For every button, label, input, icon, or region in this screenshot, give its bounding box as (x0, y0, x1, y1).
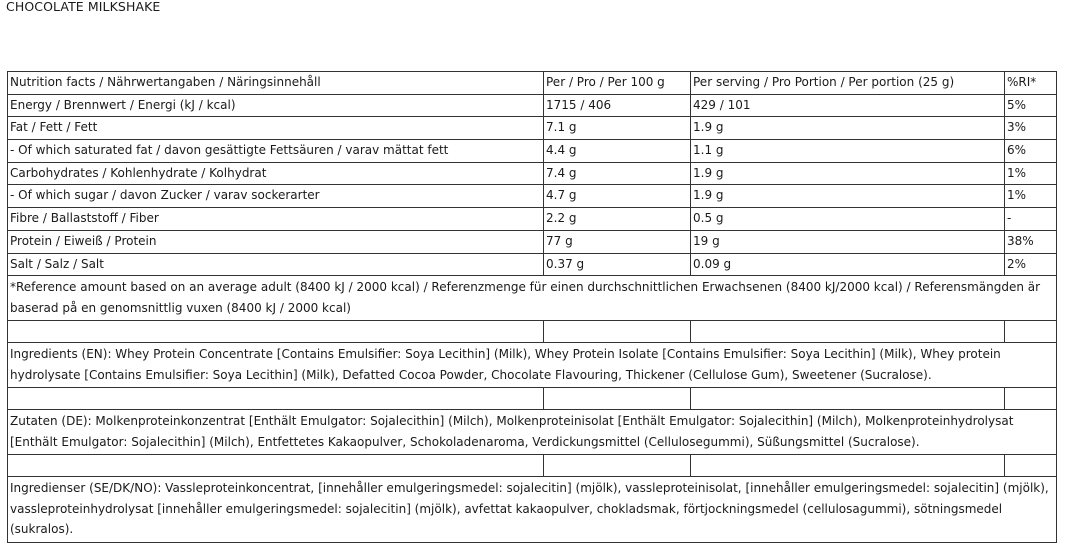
empty-cell (544, 455, 691, 477)
table-row (8, 140, 1057, 163)
spacer-row (8, 388, 1057, 410)
ri-value: 6% (1005, 140, 1057, 163)
per-serving-value: 1.1 g (691, 140, 1005, 163)
empty-cell (691, 455, 1005, 477)
empty-cell (691, 321, 1005, 343)
per-100g-value: 7.4 g (544, 162, 691, 185)
per-100g-value: 2.2 g (544, 208, 691, 231)
table-row (8, 253, 1057, 276)
per-serving-value: 19 g (691, 230, 1005, 253)
table-row (8, 185, 1057, 208)
per-100g-value: 77 g (544, 230, 691, 253)
ri-value: 3% (1005, 117, 1057, 140)
ri-value: - (1005, 208, 1057, 231)
per-100g-value: 0.37 g (544, 253, 691, 276)
per-serving-value: 429 / 101 (691, 94, 1005, 117)
reference-note: *Reference amount based on an average adult (8400 kJ / 2000 kcal) / Referenzmenge für einen durchschnittlichen Erwachsenen (8400 kJ/2000 kcal) / Referensmängden är baserad på en genomsnittlig vuxen (8400 kJ / 2000 kcal) (8, 276, 1057, 321)
nutrient-label: Energy / Brennwert / Energi (kJ / kcal) (8, 94, 544, 117)
per-serving-value: 1.9 g (691, 185, 1005, 208)
empty-cell (544, 388, 691, 410)
table-row (8, 117, 1057, 140)
per-100g-value: 7.1 g (544, 117, 691, 140)
nutrient-label: Salt / Salz / Salt (8, 253, 544, 276)
per-serving-value: 0.09 g (691, 253, 1005, 276)
header-nutrition-facts: Nutrition facts / Nährwertangaben / Näringsinnehåll (8, 72, 544, 95)
per-serving-value: 1.9 g (691, 162, 1005, 185)
table-row (8, 208, 1057, 231)
nutrient-label: Fat / Fett / Fett (8, 117, 544, 140)
per-100g-value: 1715 / 406 (544, 94, 691, 117)
table-row (8, 230, 1057, 253)
per-100g-value: 4.4 g (544, 140, 691, 163)
ingredients-se: Ingredienser (SE/DK/NO): Vassleproteinkoncentrat, [innehåller emulgeringsmedel: sojalecitin] (mjölk), vassleproteinisolat, [innehåller emulgeringsmedel: sojalecitin] (mjölk), vassleproteinhydrolysat [innehåller emulgeringsmedel: sojalecitin] (mjölk), avfettat kakaopulver, chokladsmak, förtjockningsmedel (cellulosagummi), sötningsmedel (sukralos). (8, 477, 1057, 543)
empty-cell (544, 321, 691, 343)
header-ri: %RI* (1005, 72, 1057, 95)
per-serving-value: 0.5 g (691, 208, 1005, 231)
nutrient-label: Fibre / Ballaststoff / Fiber (8, 208, 544, 231)
ingredients-de-row (8, 410, 1057, 455)
ri-value: 1% (1005, 185, 1057, 208)
spacer-row (8, 321, 1057, 343)
table-row (8, 162, 1057, 185)
table-row (8, 94, 1057, 117)
per-serving-value: 1.9 g (691, 117, 1005, 140)
header-per-serving: Per serving / Pro Portion / Per portion (25 g) (691, 72, 1005, 95)
empty-cell (8, 321, 544, 343)
reference-note-row (8, 276, 1057, 321)
empty-cell (691, 388, 1005, 410)
ingredients-de: Zutaten (DE): Molkenproteinkonzentrat [Enthält Emulgator: Sojalecithin] (Milch), Molkenproteinisolat [Enthält Emulgator: Sojalecithin] (Milch), Molkenproteinhydrolysat [Enthält Emulgator: Sojalecithin] (Milch), Entfettetes Kakaopulver, Schokoladenaroma, Verdickungsmittel (Cellulosegummi), Süßungsmittel (Sucralose). (8, 410, 1057, 455)
page-title: CHOCOLATE MILKSHAKE (6, 0, 161, 14)
table-header-row (8, 72, 1057, 95)
empty-cell (8, 388, 544, 410)
empty-cell (1005, 321, 1057, 343)
nutrition-table (7, 71, 1057, 543)
spacer-row (8, 455, 1057, 477)
ri-value: 38% (1005, 230, 1057, 253)
ingredients-en-row (8, 343, 1057, 388)
empty-cell (1005, 455, 1057, 477)
nutrient-label: Carbohydrates / Kohlenhydrate / Kolhydrat (8, 162, 544, 185)
nutrient-label: Protein / Eiweiß / Protein (8, 230, 544, 253)
per-100g-value: 4.7 g (544, 185, 691, 208)
ingredients-en: Ingredients (EN): Whey Protein Concentrate [Contains Emulsifier: Soya Lecithin] (Milk), Whey Protein Isolate [Contains Emulsifier: Soya Lecithin] (Milk), Whey protein hydrolysate [Contains Emulsifier: Soya Lecithin] (Milk), Defatted Cocoa Powder, Chocolate Flavouring, Thickener (Cellulose Gum), Sweetener (Sucralose). (8, 343, 1057, 388)
ri-value: 2% (1005, 253, 1057, 276)
empty-cell (1005, 388, 1057, 410)
empty-cell (8, 455, 544, 477)
ri-value: 1% (1005, 162, 1057, 185)
header-per-100g: Per / Pro / Per 100 g (544, 72, 691, 95)
nutrient-label: - Of which saturated fat / davon gesättigte Fettsäuren / varav mättat fett (8, 140, 544, 163)
nutrient-label: - Of which sugar / davon Zucker / varav sockerarter (8, 185, 544, 208)
ingredients-se-row (8, 477, 1057, 543)
ri-value: 5% (1005, 94, 1057, 117)
